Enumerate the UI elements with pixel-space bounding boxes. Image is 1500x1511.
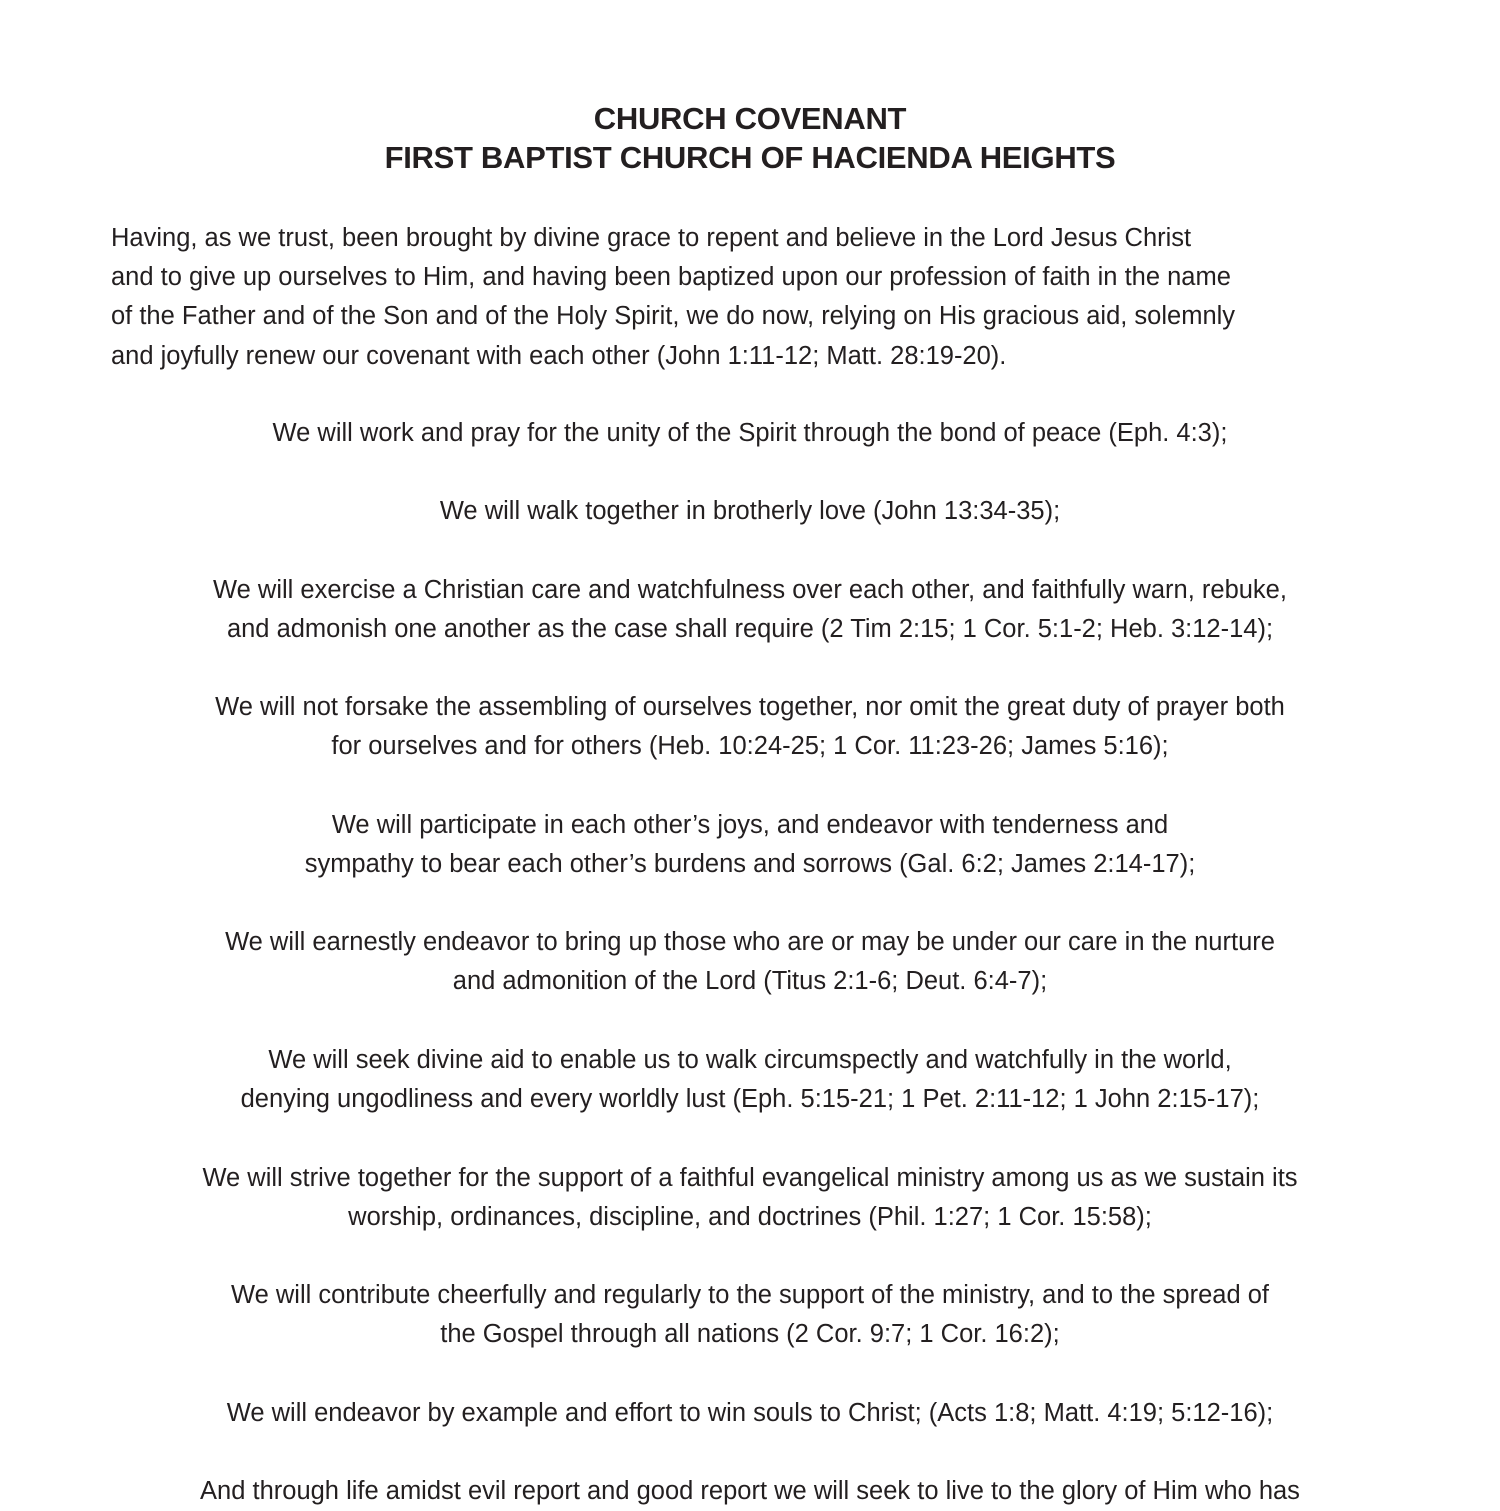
covenant-clause-ministry xyxy=(0,1159,1500,1237)
clause-line: We will not forsake the assembling of ourselves together, nor omit the great duty of prayer both xyxy=(215,693,1285,721)
clause-line: and admonition of the Lord (Titus 2:1-6; Deut. 6:4-7); xyxy=(452,967,1048,996)
church-name-subtitle: FIRST BAPTIST CHURCH OF HACIENDA HEIGHTS xyxy=(384,140,1116,175)
intro-line: of the Father and of the Son and of the Holy Spirit, we do now, relying on His gracious aid, solemnly xyxy=(111,302,1236,331)
covenant-clause-win-souls xyxy=(0,1394,1500,1433)
covenant-clause-nurture xyxy=(0,923,1500,1001)
clause-line: worship, ordinances, discipline, and doctrines (Phil. 1:27; 1 Cor. 15:58); xyxy=(348,1203,1152,1232)
clause-line: We will contribute cheerfully and regularly to the support of the ministry, and to the spread of xyxy=(230,1281,1270,1309)
clause-line: We will exercise a Christian care and watchfulness over each other, and faithfully warn, rebuke, xyxy=(213,576,1287,604)
clause-line: We will work and pray for the unity of the Spirit through the bond of peace (Eph. 4:3); xyxy=(272,419,1228,447)
clause-line: and admonish one another as the case shall require (2 Tim 2:15; 1 Cor. 5:1-2; Heb. 3:12-14); xyxy=(226,615,1274,644)
clause-line: We will endeavor by example and effort to win souls to Christ; (Acts 1:8; Matt. 4:19; 5:12-16); xyxy=(226,1399,1274,1427)
intro-line: Having, as we trust, been brought by divine grace to repent and believe in the Lord Jesus Christ xyxy=(111,224,1192,252)
covenant-clause-circumspect xyxy=(0,1041,1500,1119)
covenant-clause-contribute xyxy=(0,1276,1500,1354)
clause-line: And through life amidst evil report and good report we will seek to live to the glory of Him who has xyxy=(200,1477,1300,1505)
clause-line: We will participate in each other’s joys, and endeavor with tenderness and xyxy=(331,811,1169,839)
clause-line: We will walk together in brotherly love (John 13:34-35); xyxy=(439,497,1061,525)
clause-line: denying ungodliness and every worldly lust (Eph. 5:15-21; 1 Pet. 2:11-12; 1 John 2:15-17); xyxy=(240,1085,1260,1114)
covenant-clause-watchfulness xyxy=(0,571,1500,649)
intro-line: and to give up ourselves to Him, and having been baptized upon our profession of faith in the name xyxy=(111,263,1231,292)
clause-line: We will strive together for the support of a faithful evangelical ministry among us as we sustain its xyxy=(202,1164,1298,1192)
document-title: CHURCH COVENANT xyxy=(593,101,907,136)
intro-paragraph xyxy=(111,219,1411,376)
title-block xyxy=(0,99,1500,177)
intro-line: and joyfully renew our covenant with each other (John 1:11-12; Matt. 28:19-20). xyxy=(111,341,1007,370)
covenant-clause-joys-burdens xyxy=(0,806,1500,884)
clause-line: the Gospel through all nations (2 Cor. 9:7; 1 Cor. 16:2); xyxy=(440,1320,1060,1349)
clause-line: We will earnestly endeavor to bring up those who are or may be under our care in the nurture xyxy=(225,928,1275,956)
covenant-clause-brotherly-love xyxy=(0,492,1500,531)
clause-line: We will seek divine aid to enable us to walk circumspectly and watchfully in the world, xyxy=(268,1046,1232,1074)
covenant-clause-unity xyxy=(0,414,1500,453)
covenant-clause-glory xyxy=(0,1472,1500,1511)
clause-line: for ourselves and for others (Heb. 10:24-25; 1 Cor. 11:23-26; James 5:16); xyxy=(331,732,1169,761)
covenant-clause-assembling xyxy=(0,688,1500,766)
clause-line: sympathy to bear each other’s burdens and sorrows (Gal. 6:2; James 2:14-17); xyxy=(304,850,1196,879)
